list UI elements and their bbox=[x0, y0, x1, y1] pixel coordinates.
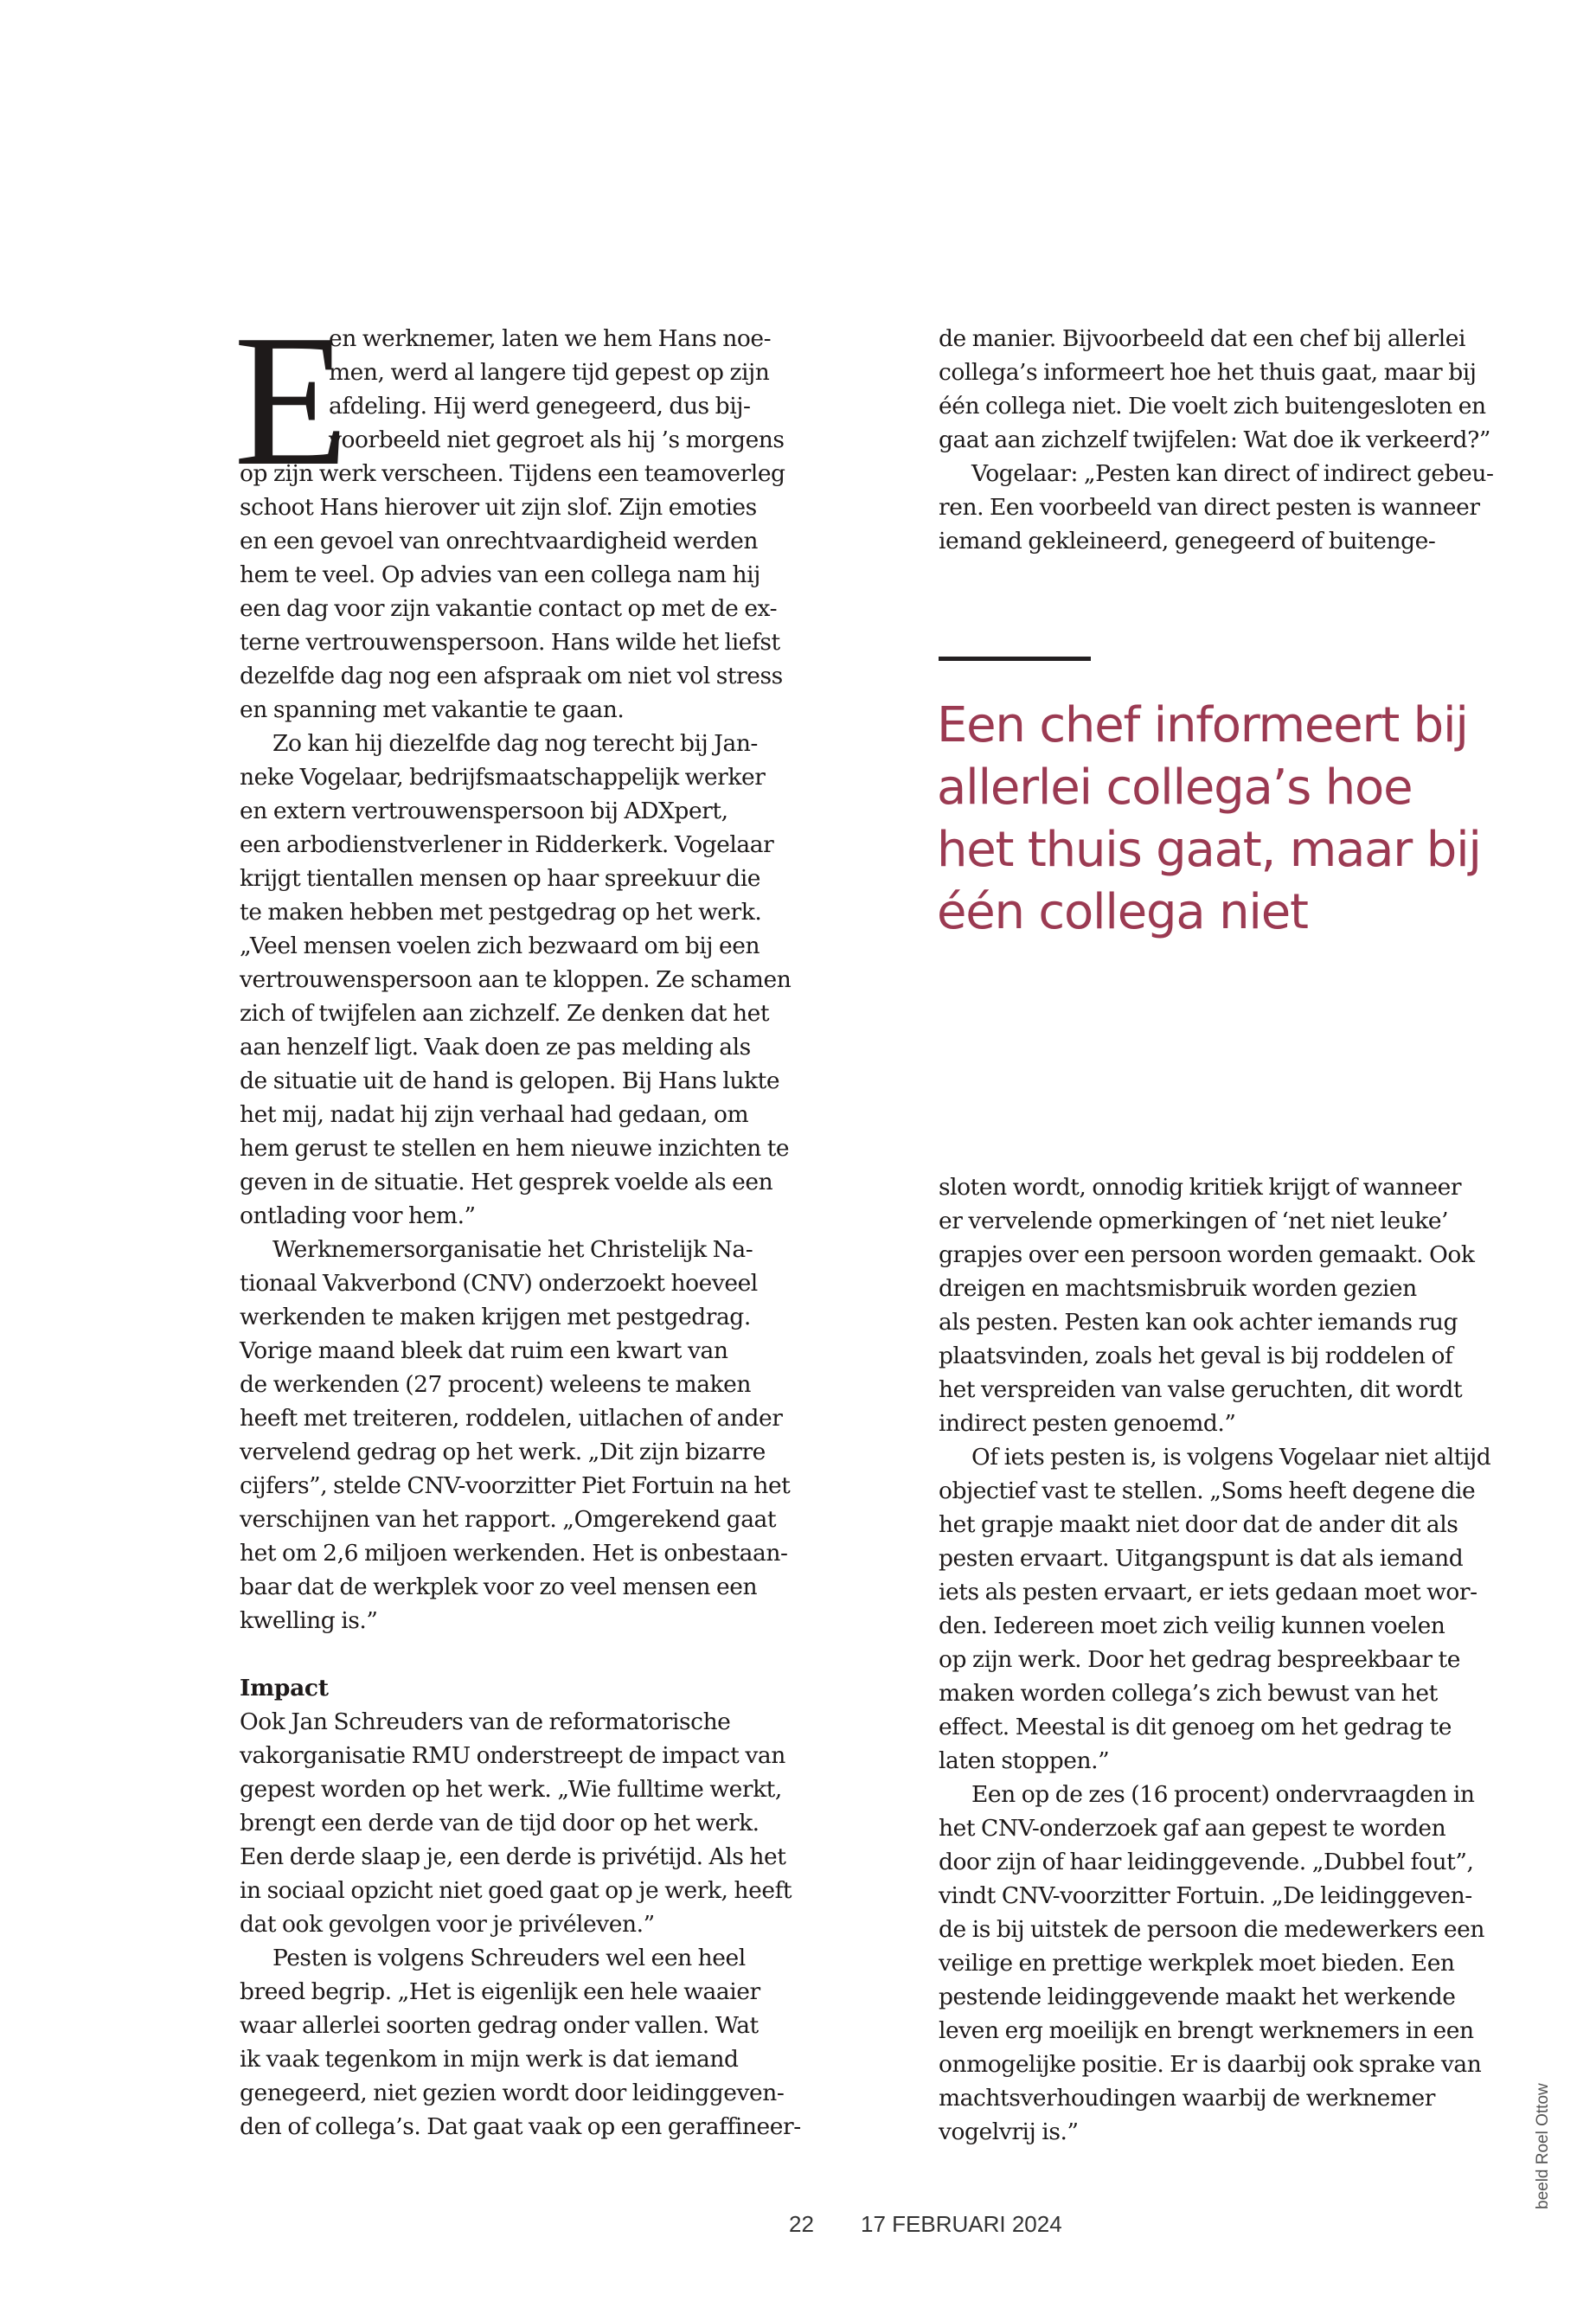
text-line: heeft met treiteren, roddelen, uitlachen of ander bbox=[240, 1405, 783, 1432]
text-line: als pesten. Pesten kan ook achter iemands rug bbox=[939, 1309, 1458, 1336]
text-line: tionaal Vakverbond (CNV) onderzoekt hoeveel bbox=[240, 1270, 758, 1297]
text-line: de werkenden (27 procent) weleens te maken bbox=[240, 1371, 752, 1398]
text-line: grapjes over een persoon worden gemaakt. Ook bbox=[939, 1241, 1475, 1268]
text-line: en spanning met vakantie te gaan. bbox=[240, 696, 625, 723]
text-line: Pesten is volgens Schreuders wel een heel bbox=[272, 1945, 746, 1971]
text-line: machtsverhoudingen waarbij de werknemer bbox=[939, 2085, 1436, 2112]
text-line: het verspreiden van valse geruchten, dit wordt bbox=[939, 1376, 1463, 1403]
text-line: kwelling is.” bbox=[240, 1607, 378, 1634]
text-line: gepest worden op het werk. „Wie fulltime werkt, bbox=[240, 1776, 782, 1803]
text-line: Of iets pesten is, is volgens Vogelaar niet altijd bbox=[971, 1444, 1491, 1471]
drop-cap: E bbox=[234, 297, 349, 505]
text-line: pesten ervaart. Uitgangspunt is dat als iemand bbox=[939, 1545, 1464, 1572]
text-line: neke Vogelaar, bedrijfsmaatschappelijk werker bbox=[240, 764, 766, 791]
text-line: terne vertrouwenspersoon. Hans wilde het liefst bbox=[240, 629, 780, 656]
text-line: Ook Jan Schreuders van de reformatorische bbox=[240, 1708, 731, 1735]
text-line: er vervelende opmerkingen of ‘net niet leuke’ bbox=[939, 1208, 1449, 1234]
text-line: waar allerlei soorten gedrag onder vallen. Wat bbox=[240, 2012, 759, 2039]
text-line: sloten wordt, onnodig kritiek krijgt of wanneer bbox=[939, 1174, 1462, 1201]
text-line: Zo kan hij diezelfde dag nog terecht bij Jan- bbox=[272, 730, 758, 757]
text-line: werkenden te maken krijgen met pestgedrag. bbox=[240, 1304, 751, 1330]
text-line: brengt een derde van de tijd door op het werk. bbox=[240, 1810, 760, 1836]
text-line: geven in de situatie. Het gesprek voelde als een bbox=[240, 1169, 773, 1195]
text-line: breed begrip. „Het is eigenlijk een hele waaier bbox=[240, 1978, 760, 2005]
article-column-right-bottom bbox=[939, 1170, 1490, 2149]
text-line: objectief vast te stellen. „Soms heeft degene die bbox=[939, 1477, 1476, 1504]
text-line: effect. Meestal is dit genoeg om het gedrag te bbox=[939, 1714, 1452, 1740]
text-line: aan henzelf ligt. Vaak doen ze pas melding als bbox=[240, 1034, 751, 1061]
text-line: pestende leidinggevende maakt het werkende bbox=[939, 1984, 1456, 2010]
page-number: 22 bbox=[789, 2211, 814, 2237]
text-line: ontlading voor hem.” bbox=[240, 1202, 476, 1229]
text-line: gaat aan zichzelf twijfelen: Wat doe ik verkeerd?” bbox=[939, 426, 1490, 453]
pullquote-line: één collega niet bbox=[937, 884, 1308, 940]
text-line: de is bij uitstek de persoon die medewerkers een bbox=[939, 1916, 1484, 1943]
text-line: onmogelijke positie. Er is daarbij ook sprake van bbox=[939, 2051, 1482, 2078]
text-line: vertrouwenspersoon aan te kloppen. Ze schamen bbox=[240, 966, 792, 993]
text-line: hem te veel. Op advies van een collega nam hij bbox=[240, 561, 760, 588]
article-column-left-intro bbox=[329, 322, 785, 457]
text-line: het CNV-onderzoek gaf aan gepest te worden bbox=[939, 1815, 1446, 1842]
text-line: op zijn werk verscheen. Tijdens een teamoverleg bbox=[240, 460, 785, 487]
text-line: „Veel mensen voelen zich bezwaard om bij een bbox=[240, 933, 760, 959]
text-line: Vorige maand bleek dat ruim een kwart van bbox=[240, 1337, 728, 1364]
text-line: veilige en prettige werkplek moet bieden. Een bbox=[939, 1950, 1455, 1977]
text-line: door zijn of haar leidinggevende. „Dubbel fout”, bbox=[939, 1849, 1474, 1875]
text-line: en extern vertrouwenspersoon bij ADXpert, bbox=[240, 798, 728, 824]
pullquote-line: Een chef informeert bij bbox=[937, 697, 1468, 753]
text-line: Een derde slaap je, een derde is privétijd. Als het bbox=[240, 1843, 786, 1870]
text-line: ren. Een voorbeeld van direct pesten is wanneer bbox=[939, 494, 1480, 521]
text-line: collega’s informeert hoe het thuis gaat, maar bij bbox=[939, 359, 1477, 386]
text-line: op zijn werk. Door het gedrag bespreekbaar te bbox=[939, 1646, 1460, 1673]
text-line: het mij, nadat hij zijn verhaal had gedaan, om bbox=[240, 1101, 749, 1128]
text-line: de manier. Bijvoorbeeld dat een chef bij allerlei bbox=[939, 325, 1466, 352]
photo-credit: beeld Roel Ottow bbox=[1534, 2083, 1552, 2209]
text-line: leven erg moeilijk en brengt werknemers in een bbox=[939, 2017, 1474, 2044]
article-column-right-top bbox=[939, 322, 1494, 558]
text-line: voorbeeld niet gegroet als hij ’s morgens bbox=[329, 426, 785, 453]
text-line: één collega niet. Die voelt zich buitengesloten en bbox=[939, 393, 1486, 420]
text-line: verschijnen van het rapport. „Omgerekend gaat bbox=[240, 1506, 777, 1533]
text-line: in sociaal opzicht niet goed gaat op je werk, heeft bbox=[240, 1877, 792, 1904]
pullquote-line: het thuis gaat, maar bij bbox=[937, 822, 1481, 878]
text-line: vindt CNV-voorzitter Fortuin. „De leidinggeven- bbox=[939, 1882, 1472, 1909]
text-line: en werknemer, laten we hem Hans noe- bbox=[329, 325, 772, 352]
text-line: schoot Hans hierover uit zijn slof. Zijn emoties bbox=[240, 494, 757, 521]
text-line: iemand gekleineerd, genegeerd of buitenge- bbox=[939, 528, 1436, 554]
text-line: den of collega’s. Dat gaat vaak op een geraffineer- bbox=[240, 2113, 801, 2140]
text-line: maken worden collega’s zich bewust van het bbox=[939, 1680, 1438, 1707]
text-line: het grapje maakt niet door dat de ander dit als bbox=[939, 1511, 1458, 1538]
text-line: een dag voor zijn vakantie contact op met de ex- bbox=[240, 595, 778, 622]
text-line: en een gevoel van onrechtvaardigheid werden bbox=[240, 528, 759, 554]
text-line: indirect pesten genoemd.” bbox=[939, 1410, 1236, 1437]
text-line: den. Iedereen moet zich veilig kunnen voelen bbox=[939, 1612, 1445, 1639]
text-line: zich of twijfelen aan zichzelf. Ze denken dat het bbox=[240, 1000, 770, 1027]
text-line: dezelfde dag nog een afspraak om niet vol stress bbox=[240, 663, 783, 689]
text-line: vogelvrij is.” bbox=[939, 2118, 1079, 2145]
text-line: Vogelaar: „Pesten kan direct of indirect gebeu- bbox=[971, 460, 1494, 487]
text-line: de situatie uit de hand is gelopen. Bij Hans lukte bbox=[240, 1067, 780, 1094]
pullquote bbox=[937, 695, 1481, 944]
text-line: genegeerd, niet gezien wordt door leidinggeven- bbox=[240, 2080, 785, 2106]
text-line: vakorganisatie RMU onderstreept de impact van bbox=[240, 1742, 785, 1769]
text-line: hem gerust te stellen en hem nieuwe inzichten te bbox=[240, 1135, 790, 1162]
text-line: te maken hebben met pestgedrag op het werk. bbox=[240, 899, 762, 926]
issue-date: 17 FEBRUARI 2024 bbox=[861, 2211, 1062, 2237]
text-line: Een op de zes (16 procent) ondervraagden in bbox=[971, 1781, 1475, 1808]
text-line: dat ook gevolgen voor je privéleven.” bbox=[240, 1911, 655, 1938]
text-line: laten stoppen.” bbox=[939, 1747, 1110, 1774]
text-line: cijfers”, stelde CNV-voorzitter Piet Fortuin na het bbox=[240, 1472, 791, 1499]
text-line: ik vaak tegenkom in mijn werk is dat iemand bbox=[240, 2046, 739, 2073]
text-line: iets als pesten ervaart, er iets gedaan moet wor- bbox=[939, 1579, 1477, 1606]
text-line: krijgt tientallen mensen op haar spreekuur die bbox=[240, 865, 760, 892]
text-line: een arbodienstverlener in Ridderkerk. Vogelaar bbox=[240, 831, 774, 858]
text-line: baar dat de werkplek voor zo veel mensen een bbox=[240, 1574, 758, 1600]
text-line: afdeling. Hij werd genegeerd, dus bij- bbox=[329, 393, 751, 420]
pullquote-line: allerlei collega’s hoe bbox=[937, 760, 1413, 816]
paragraph-gap bbox=[240, 1638, 801, 1671]
text-line: dreigen en machtsmisbruik worden gezien bbox=[939, 1275, 1417, 1302]
section-heading: Impact bbox=[240, 1675, 329, 1702]
text-line: men, werd al langere tijd gepest op zijn bbox=[329, 359, 770, 386]
article-column-left bbox=[240, 457, 801, 2144]
text-line: plaatsvinden, zoals het geval is bij roddelen of bbox=[939, 1343, 1453, 1369]
text-line: het om 2,6 miljoen werkenden. Het is onbestaan- bbox=[240, 1540, 788, 1567]
text-line: vervelend gedrag op het werk. „Dit zijn bizarre bbox=[240, 1439, 766, 1465]
pullquote-rule bbox=[939, 657, 1091, 661]
text-line: Werknemersorganisatie het Christelijk Na- bbox=[272, 1236, 753, 1263]
